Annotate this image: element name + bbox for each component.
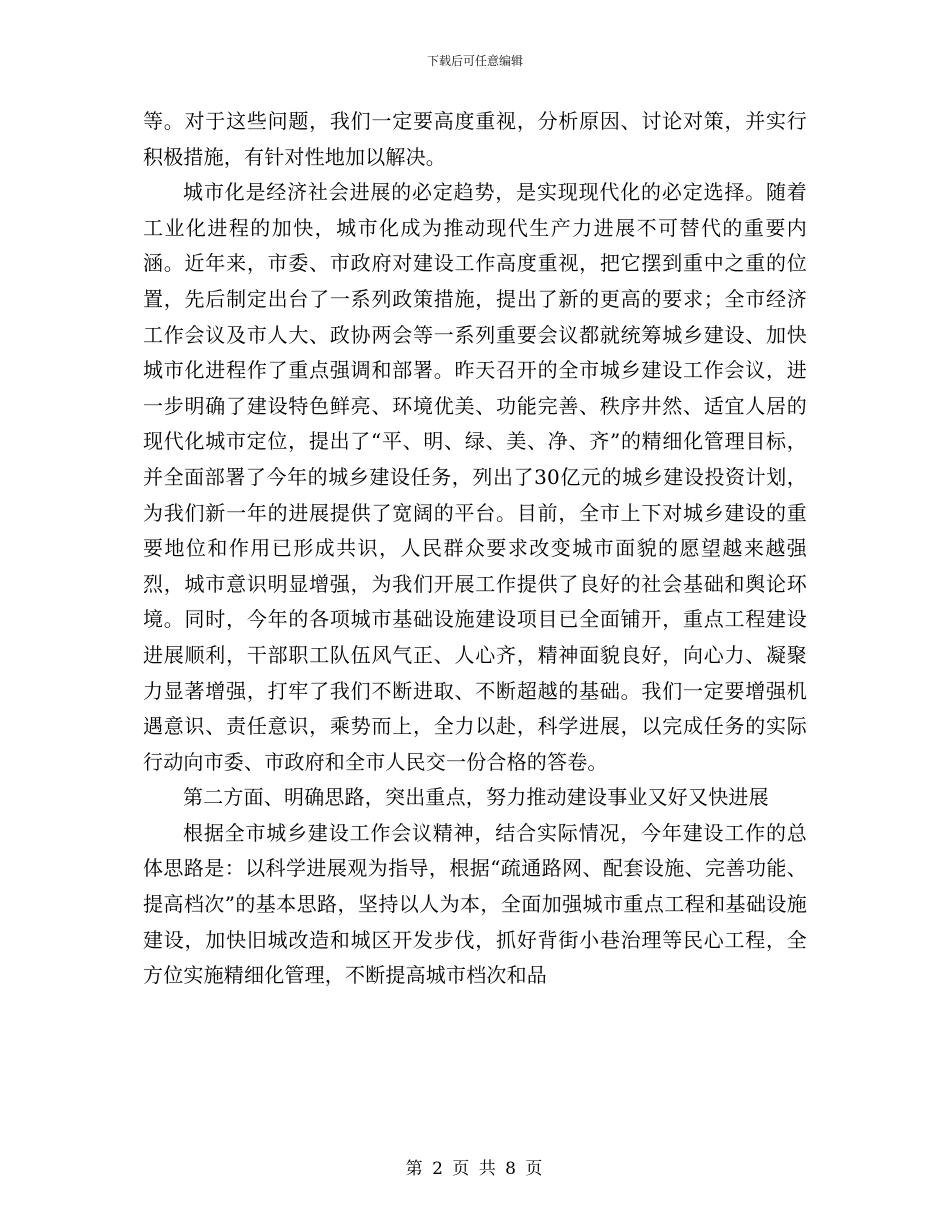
- page-header: 下载后可任意编辑: [426, 54, 523, 68]
- paragraph: 等。对于这些问题，我们一定要高度重视，分析原因、讨论对策，并实行积极措施，有针对性地加以解决。: [143, 109, 807, 169]
- paragraph: 城市化是经济社会进展的必定趋势，是实现现代化的必定选择。随着工业化进程的加快，城市化成为推动现代生产力进展不可替代的重要内涵。近年来，市委、市政府对建设工作高度重视，把它摆到重中之重的位置，先后制定出台了一系列政策措施，提出了新的更高的要求；全市经济工作会议及市人大、政协两会等一系列重要会议都就统筹城乡建设、加快城市化进程作了重点强调和部署。昨天召开的全市城乡建设工作会议，进一步明确了建设特色鲜亮、环境优美、功能完善、秩序井然、适宜人居的现代化城市定位，提出了“平、明、绿、美、净、齐”的精细化管理目标，并全面部署了今年的城乡建设任务，列出了30亿元的城乡建设投资计划，为我们新一年的进展提供了宽阔的平台。目前，全市上下对城乡建设的重要地位和作用已形成共识，人民群众要求改变城市面貌的愿望越来越强烈，城市意识明显增强，为我们开展工作提供了良好的社会基础和舆论环境。同时，今年的各项城市基础设施建设项目已全面铺开，重点工程建设进展顺利，干部职工队伍风气正、人心齐，精神面貌良好，向心力、凝聚力显著增强，打牢了我们不断进取、不断超越的基础。我们一定要增强机遇意识、责任意识，乘势而上，全力以赴，科学进展，以完成任务的实际行动向市委、市政府和全市人民交一份合格的答卷。: [143, 180, 807, 774]
- page-footer: 第 2 页 共 8 页: [405, 1159, 545, 1179]
- document-body: [143, 104, 807, 994]
- section-heading: 第二方面、明确思路，突出重点，努力推动建设事业又好又快进展: [183, 785, 769, 810]
- paragraph: 根据全市城乡建设工作会议精神，结合实际情况，今年建设工作的总体思路是：以科学进展观为指导，根据“疏通路网、配套设施、完善功能、提高档次”的基本思路，坚持以人为本，全面加强城市重点工程和基础设施建设，加快旧城改造和城区开发步伐，抓好背街小巷治理等民心工程，全方位实施精细化管理，不断提高城市档次和品: [143, 820, 807, 988]
